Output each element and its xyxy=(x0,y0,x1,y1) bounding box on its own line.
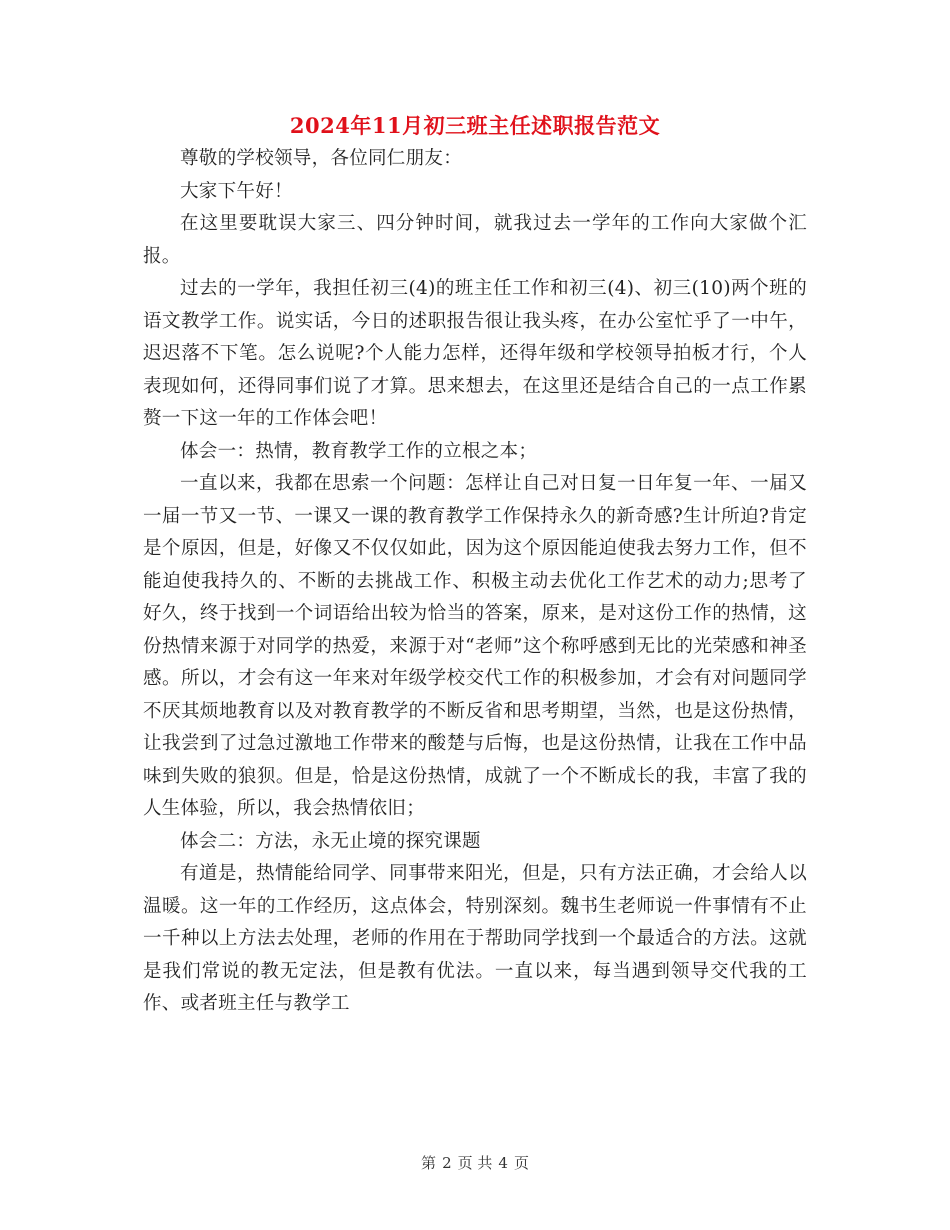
paragraph-insight-one: 一直以来，我都在思索一个问题：怎样让自己对日复一日年复一年、一届又一届一节又一节、一课又一课的教育教学工作保持永久的新奇感?生计所迫?肯定是个原因，但是，好像又不仅仅如此，因为这个原因能迫使我去努力工作，但不能迫使我持久的、不断的去挑战工作、积极主动去优化工作艺术的动力;思考了好久，终于找到一个词语给出较为恰当的答案，原来，是对这份工作的热情，这份热情来源于对同学的热爱，来源于对“老师”这个称呼感到无比的光荣感和神圣感。所以，才会有这一年来对年级学校交代工作的积极参加，才会有对问题同学不厌其烦地教育以及对教育教学的不断反省和思考期望，当然，也是这份热情，让我尝到了过急过激地工作带来的酸楚与后悔，也是这份热情，让我在工作中品味到失败的狼狈。但是，恰是这份热情，成就了一个不断成长的我，丰富了我的人生体验，所以，我会热情依旧； xyxy=(143,473,807,819)
footer-total-pages: 4 xyxy=(498,1154,508,1172)
paragraph-background: 过去的一学年，我担任初三(4)的班主任工作和初三(4)、初三(10)两个班的语文教学工作。说实话，今日的述职报告很让我头疼，在办公室忙乎了一中午，迟迟落不下笔。怎么说呢?个人能力怎样，还得年级和学校领导拍板才行，个人表现如何，还得同事们说了才算。思来想去，在这里还是结合自己的一点工作累赘一下这一年的工作体会吧！ xyxy=(143,278,807,429)
page-footer xyxy=(0,1152,950,1173)
document-title: 2024年11月初三班主任述职报告范文 xyxy=(289,113,661,138)
paragraph-greeting: 大家下午好！ xyxy=(180,180,293,202)
footer-suffix: 页 xyxy=(513,1154,529,1172)
paragraph-salutation: 尊敬的学校领导，各位同仁朋友： xyxy=(180,148,463,169)
footer-current-page: 2 xyxy=(442,1154,452,1172)
paragraph-insight-two: 有道是，热情能给同学、同事带来阳光，但是，只有方法正确，才会给人以温暖。这一年的工作经历，这点体会，特别深刻。魏书生老师说一件事情有不止一千种以上方法去处理，老师的作用在于帮助同学找到一个最适合的方法。这就是我们常说的教无定法，但是教有优法。一直以来，每当遇到领导交代我的工作、或者班主任与教学工 xyxy=(143,863,807,1014)
paragraph-intro: 在这里要耽误大家三、四分钟时间，就我过去一学年的工作向大家做个汇报。 xyxy=(143,213,807,267)
heading-insight-one: 体会一：热情，教育教学工作的立根之本； xyxy=(180,440,538,462)
document-body xyxy=(143,143,807,1021)
footer-middle: 页 共 xyxy=(457,1154,493,1172)
footer-prefix: 第 xyxy=(421,1154,437,1172)
heading-insight-two: 体会二：方法，永无止境的探究课题 xyxy=(180,830,481,852)
